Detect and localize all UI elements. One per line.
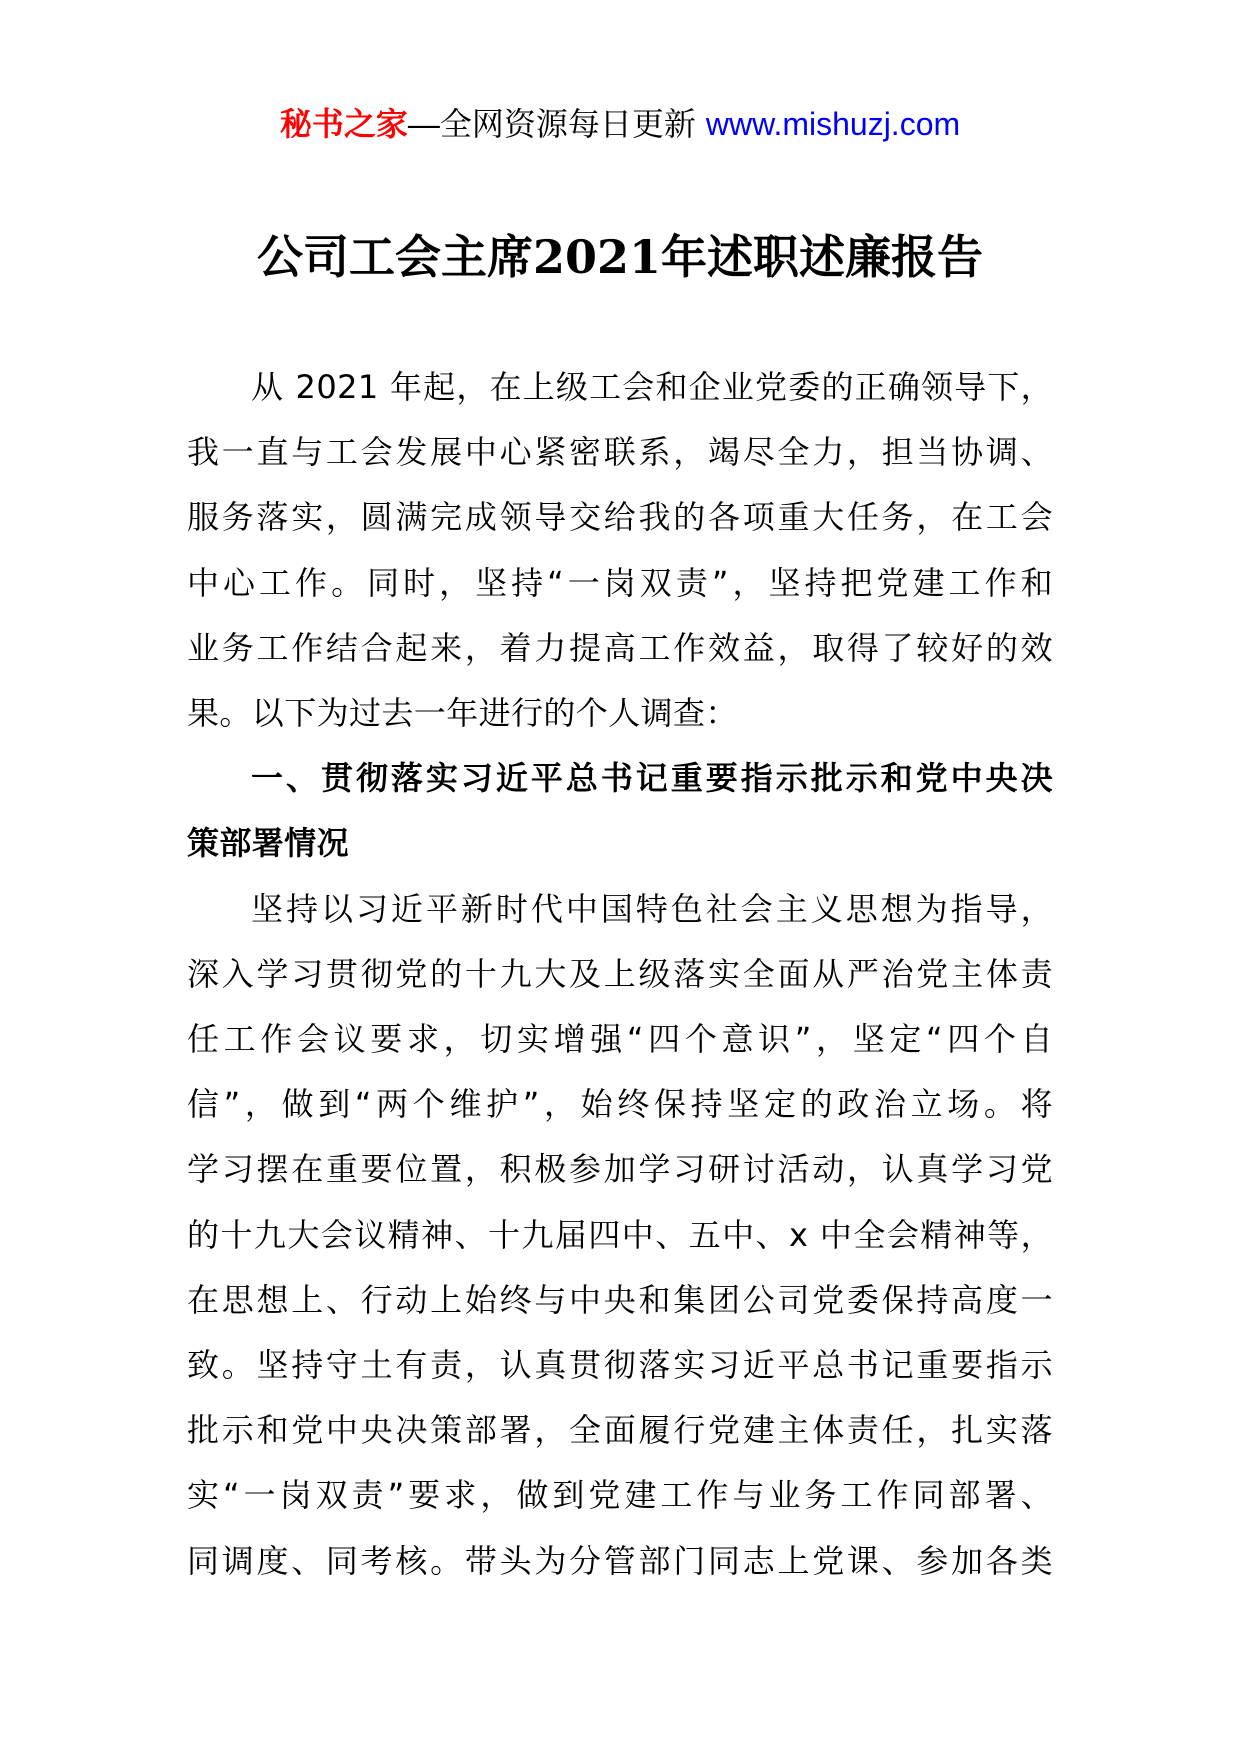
header-brand: 秘书之家: [279, 106, 408, 142]
text-line: 果。以下为过去一年进行的个人调查：: [187, 694, 738, 733]
text-line: 服务落实，圆满完成领导交给我的各项重大任务，在工会: [187, 498, 1053, 537]
text-line: 实“一岗双责”要求，做到党建工作与业务工作同部署、: [187, 1476, 1053, 1515]
text-line: 业务工作结合起来，着力提高工作效益，取得了较好的效: [187, 628, 1053, 667]
text-line: 深入学习贯彻党的十九大及上级落实全面从严治党主体责: [187, 954, 1053, 993]
document-body: [187, 355, 1053, 1594]
text-line: 中心工作。同时，坚持“一岗双责”，坚持把党建工作和: [187, 563, 1053, 602]
heading-line: 策部署情况: [187, 824, 350, 863]
header-url-link[interactable]: www.mishuzj.com: [705, 106, 961, 142]
text-line: 致。坚持守土有责，认真贯彻落实习近平总书记重要指示: [187, 1346, 1053, 1385]
text-line: 坚持以习近平新时代中国特色社会主义思想为指导，: [251, 889, 1053, 928]
header-slogan: —全网资源每日更新: [407, 106, 696, 142]
section-1-paragraph: [187, 877, 1053, 1594]
text-line: 的十九大会议精神、十九届四中、五中、x 中全会精神等，: [187, 1215, 1053, 1254]
text-line: 在思想上、行动上始终与中央和集团公司党委保持高度一: [187, 1280, 1053, 1319]
text-line: 从 2021 年起，在上级工会和企业党委的正确领导下，: [251, 368, 1053, 406]
document-title: 公司工会主席2021年述职述廉报告: [256, 230, 984, 284]
text-line: 任工作会议要求，切实增强“四个意识”，坚定“四个自: [187, 1020, 1053, 1059]
text-line: 我一直与工会发展中心紧密联系，竭尽全力，担当协调、: [187, 433, 1053, 472]
text-line: 信”，做到“两个维护”，始终保持坚定的政治立场。将: [187, 1085, 1053, 1124]
text-line: 批示和党中央决策部署，全面履行党建主体责任，扎实落: [187, 1411, 1053, 1450]
section-heading-1: [187, 746, 1053, 876]
page-header: [0, 100, 1240, 148]
text-line: 同调度、同考核。带头为分管部门同志上党课、参加各类: [187, 1541, 1053, 1580]
heading-line: 一、贯彻落实习近平总书记重要指示批示和党中央决: [251, 759, 1053, 798]
intro-paragraph: [187, 355, 1053, 746]
text-line: 学习摆在重要位置，积极参加学习研讨活动，认真学习党: [187, 1150, 1053, 1189]
